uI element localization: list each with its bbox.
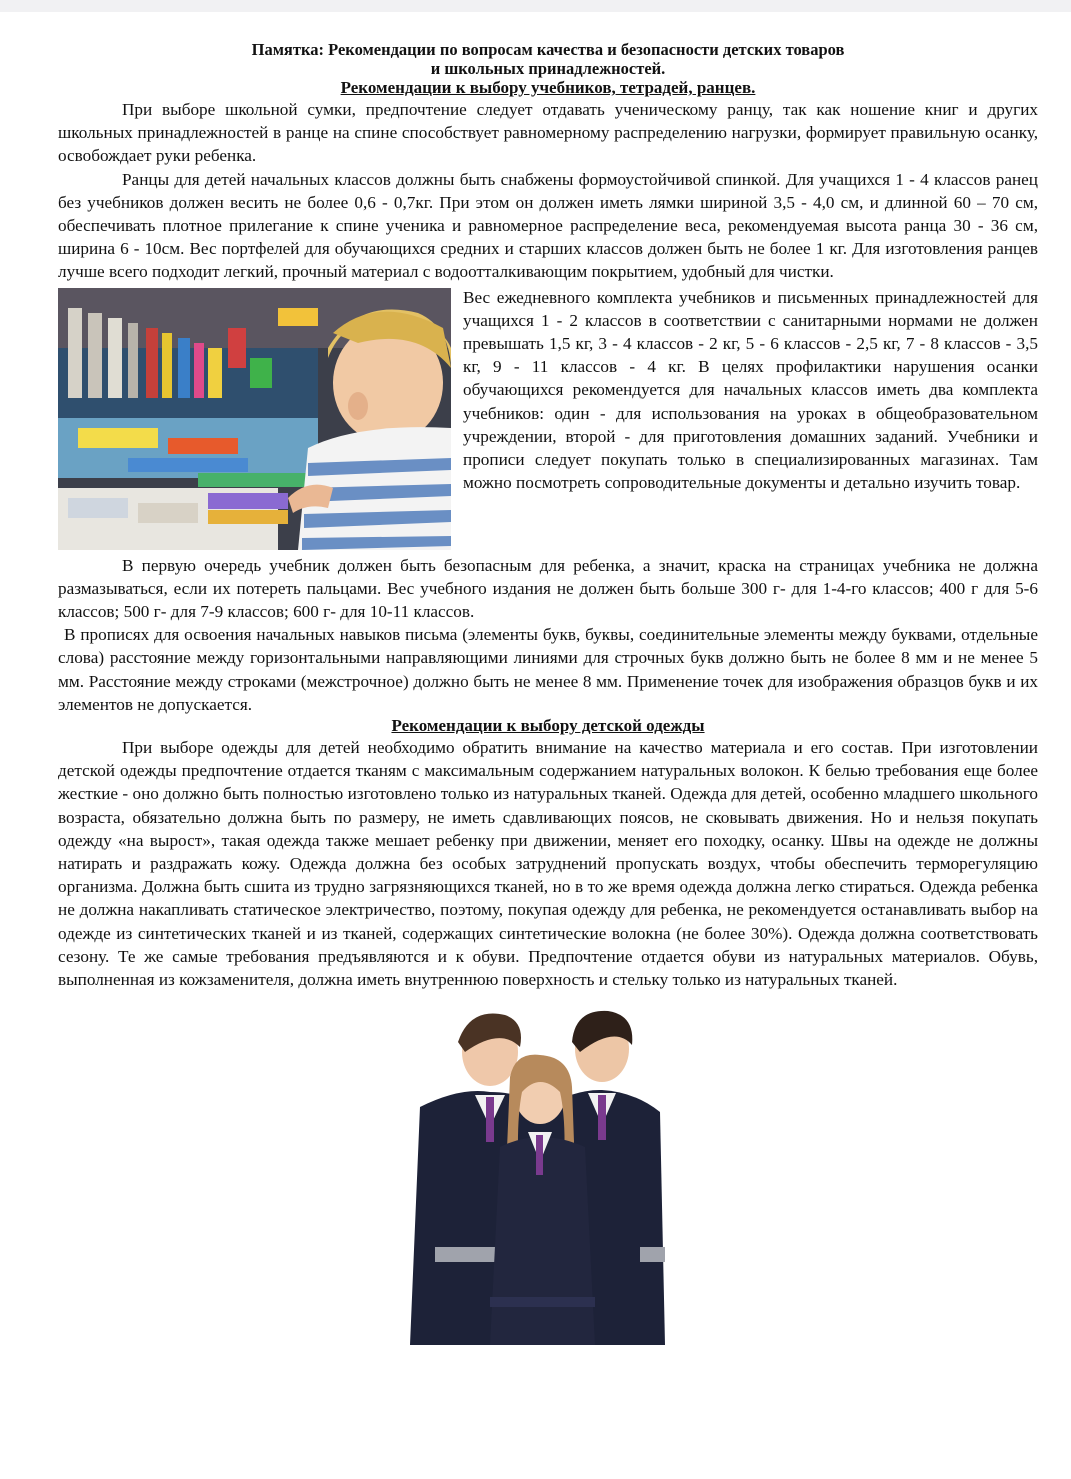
boy-photo bbox=[58, 288, 451, 550]
document-page bbox=[58, 40, 1038, 1345]
uniform-photo bbox=[340, 997, 737, 1345]
paragraph-textbook-safety: В первую очередь учебник должен быть безопасным для ребенка, а значит, краска на страницах учебника не должна размазываться, если их потереть пальцами. Вес учебного издания не должен быть больше 300 г- для 1-4-го классов; 400 г для 5-6 классов; 500 г- для 7-9 классов; 600 г- для 10-11 классов. bbox=[58, 555, 1038, 622]
section-heading-clothing: Рекомендации к выбору детской одежды bbox=[391, 716, 705, 736]
paragraph-clothing: При выборе одежды для детей необходимо обратить внимание на качество материала и его состав. При изготовлении детской одежды предпочтение отдается тканям с максимальным содержанием натуральных волокон. К белью требования еще более жесткие - оно должно быть полностью изготовлено только из натуральных тканей. Одежда для детей, особенно младшего школьного возраста, обязательно должна быть по размеру, не иметь сдавливающих поясов, не сковывать движения. Но и нельзя покупать одежду «на вырост», такая одежда также мешает ребенку при движении, меняет его походку, осанку. Швы на одежде не должны натирать и раздражать кожу. Одежда должна без особых затруднений пропускать воздух, чтобы обеспечить терморегуляцию организма. Должна быть сшита из трудно загрязняющихся тканей, но в то же время одежда должна легко стираться. Одежда ребенка не должна накапливать статическое электричество, поэтому, покупая одежду для ребенка, не рекомендуется останавливать выбор на одежде из синтетических тканей и из тканей, содержащих синтетические волокна (не более 30%). Одежда должна соответствовать сезону. Те же самые требования предъявляются и к обуви. Предпочтение отдается обуви из натуральных материалов. Обувь, выполненная из кожзаменителя, должна иметь внутреннюю поверхность и стельку только из натуральных тканей. bbox=[58, 738, 1038, 990]
paragraph-backpack-requirements: Ранцы для детей начальных классов должны быть снабжены формоустойчивой спинкой. Для учащихся 1 - 4 классов ранец без учебников должен весить не более 0,6 - 0,7кг. При этом он должен иметь лямки шириной 3,5 - 4,0 см, и длинной 60 – 70 см, обеспечивать плотное прилегание к спине ученика и равномерное распределение веса, рекомендуемая высота ранца 30 - 36 см, ширина 6 - 10см. Вес портфелей для обучающихся средних и старших классов должен быть не более 1 кг. Для изготовления ранцев лучше всего подходит легкий, прочный материал с водоотталкивающим покрытием, удобный для чистки. bbox=[58, 169, 1038, 282]
paragraph-copybooks: В прописях для освоения начальных навыков письма (элементы букв, буквы, соединительные элементы между буквами, отдельные слова) расстояние между горизонтальными направляющими линиями для строчных букв должно быть не более 8 мм и не менее 5 мм. Расстояние между строками (межстрочное) должно быть не менее 8 мм. Применение точек для изображения образцов букв и их элементов не допускается. bbox=[58, 625, 1038, 714]
top-strip bbox=[0, 0, 1071, 12]
document-title-line1: Памятка: Рекомендации по вопросам качества и безопасности детских товаров bbox=[251, 40, 845, 59]
paragraph-school-bag: При выборе школьной сумки, предпочтение следует отдавать ученическому ранцу, так как ношение книг и других школьных принадлежностей в ранце на спине способствует равномерному распределению нагрузки, формирует правильную осанку, освобождает руки ребенка. bbox=[58, 100, 1038, 166]
section-heading-textbooks: Рекомендации к выбору учебников, тетрадей, ранцев. bbox=[340, 78, 756, 97]
document-title-line2: и школьных принадлежностей. bbox=[430, 59, 666, 78]
image-text-block bbox=[58, 286, 1038, 552]
paragraph-daily-set-weight: Вес ежедневного комплекта учебников и письменных принадлежностей для учащихся 1 - 2 классов в соответствии с санитарными нормами не должен превышать 1,5 кг, 3 - 4 классов - 2 кг, 5 - 6 классов - 2,5 кг, 7 - 8 классов - 3,5 кг, 9 - 11 классов - 4 кг. В целях профилактики нарушения осанки обучающихся рекомендуется для начальных классов иметь два комплекта учебников: один - для использования на уроках в общеобразовательном учреждении, второй - для приготовления домашних заданий. Учебники и прописи следует покупать только в специализированных магазинах. Там можно посмотреть сопроводительные документы и детально изучить товар. bbox=[463, 287, 1038, 493]
